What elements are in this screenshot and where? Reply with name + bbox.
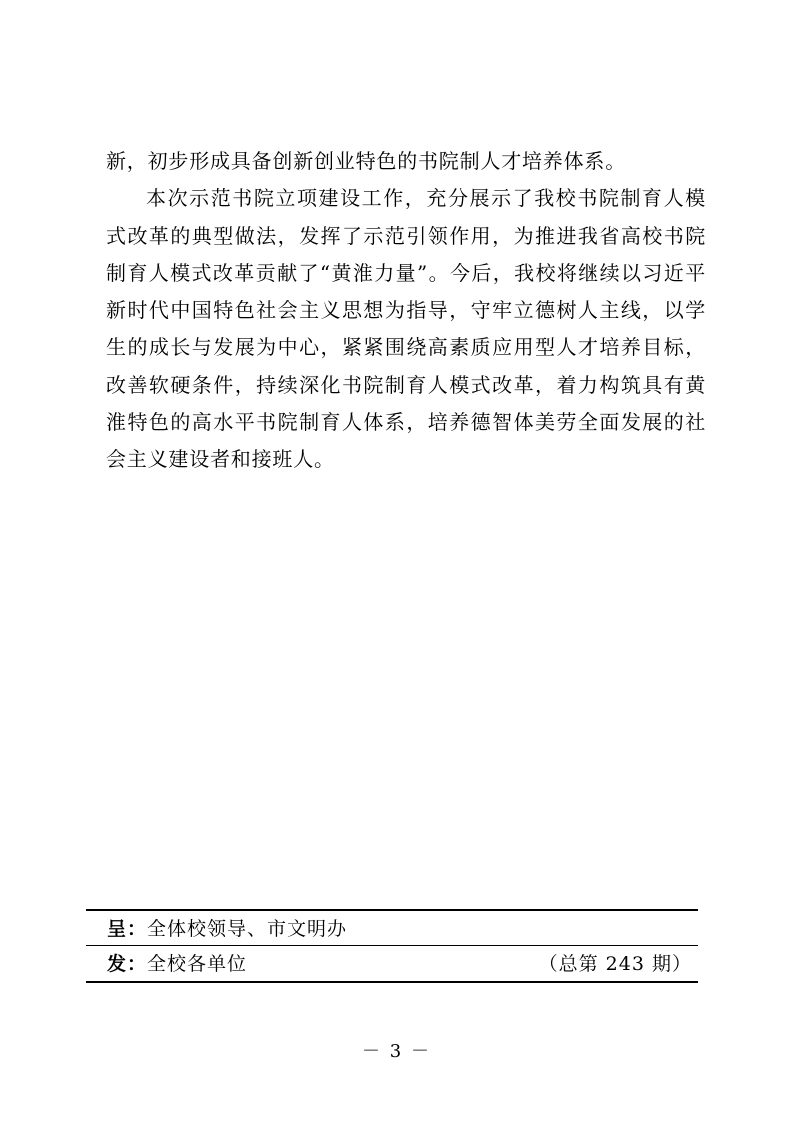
paragraph-continuation: 新，初步形成具备创新创业特色的书院制人才培养体系。	[106, 149, 626, 173]
distribution-submit-line	[107, 912, 692, 946]
distribution-bottom-rule	[86, 981, 698, 983]
submit-recipients: 全体校领导、市文明办	[147, 918, 348, 940]
issue-number: （总第 243 期）	[538, 953, 692, 975]
paragraph-main: 本次示范书院立项建设工作，充分展示了我校书院制育人模式改革的典型做法，发挥了示范引领作用，为推进我省高校书院制育人模式改革贡献了“黄淮力量”。今后，我校将继续以习近平新时代中国特色社会主义思想为指导，守牢立德树人主线，以学生的成长与发展为中心，紧紧围绕高素质应用型人才培养目标，改善软硬条件，持续深化书院制育人模式改革，着力构筑具有黄淮特色的高水平书院制育人体系，培养德智体美劳全面发展的社会主义建设者和接班人。	[106, 186, 706, 472]
send-recipients: 全校各单位	[147, 953, 248, 975]
distribution-box	[86, 909, 698, 982]
submit-label: 呈：	[107, 918, 148, 940]
distribution-send-line	[107, 947, 692, 981]
body-text	[106, 143, 706, 479]
page-number: － 3 －	[362, 1041, 431, 1062]
distribution-middle-rule	[86, 945, 698, 946]
distribution-top-rule	[86, 909, 698, 911]
send-label: 发：	[107, 953, 148, 975]
